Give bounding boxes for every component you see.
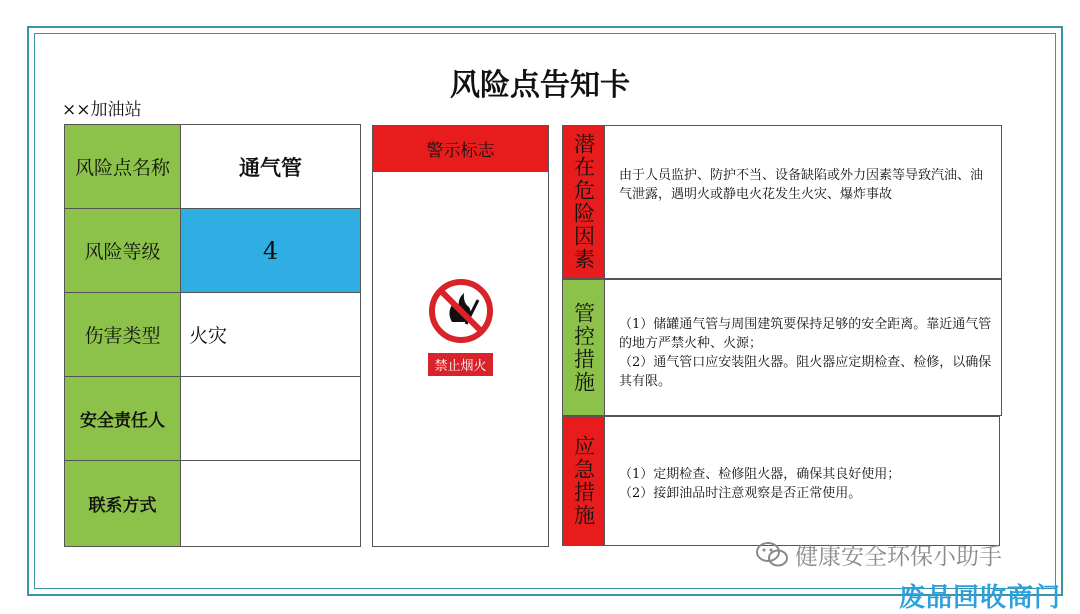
emergency-line-2: （2）接卸油品时注意观察是否正常使用。 [619,486,862,501]
risk-level-value: 4 [181,209,360,292]
hazard-description: 由于人员监护、防护不当、设备缺陷或外力因素等导致汽油、油气泄露，遇明火或静电火花发生火灾、爆炸事故 [619,168,984,202]
control-line-2: （2）通气管口应安装阻火器。阻火器应定期检查、检修，以确保其有限。 [619,355,992,389]
risk-name-value: 通气管 [239,155,302,180]
row-responsible [65,377,360,461]
hazard-text [619,166,993,204]
contact-label: 联系方式 [65,461,181,546]
risk-name-label: 风险点名称 [65,125,181,208]
contact-value [181,461,360,546]
risk-level-label: 风险等级 [65,209,181,292]
info-table [64,124,361,547]
hazard-tag-text: 潜在危险因素 [571,133,596,271]
no-fire-icon [428,278,494,344]
emergency-tag-text: 应急措施 [571,435,596,527]
responsible-label: 安全责任人 [65,377,181,460]
no-fire-sign [425,278,497,376]
wechat-watermark-text: 健康安全环保小助手 [795,544,1002,570]
emergency-block [562,416,1000,546]
wechat-watermark [755,538,1002,571]
hazard-tag [563,126,605,278]
row-contact [65,461,360,546]
wechat-icon [755,541,789,569]
control-line-1: （1）储罐通气管与周围建筑要保持足够的安全距离。靠近通气管的地方严禁火种、火源； [619,317,992,351]
row-risk-level [65,209,360,293]
no-fire-label: 禁止烟火 [428,353,492,376]
control-tag [563,280,605,415]
emergency-text [619,465,991,503]
warning-sign-panel [372,125,549,547]
row-harm-type [65,293,360,377]
card-title: 风险点告知卡 [450,68,630,103]
warning-sign-header: 警示标志 [373,126,548,172]
harm-type-value: 火灾 [189,325,228,347]
harm-type-label: 伤害类型 [65,293,181,376]
row-risk-name [65,125,360,209]
emergency-line-1: （1）定期检查、检修阻火器，确保其良好使用； [619,467,901,482]
bottom-watermark: 废品回收商门 [899,583,1062,613]
control-text [619,315,993,391]
responsible-value [181,377,360,460]
control-tag-text: 管控措施 [571,301,596,394]
hazard-block [562,125,1002,279]
emergency-tag [563,417,605,545]
control-block [562,279,1002,416]
station-name: ××加油站 [62,100,142,120]
